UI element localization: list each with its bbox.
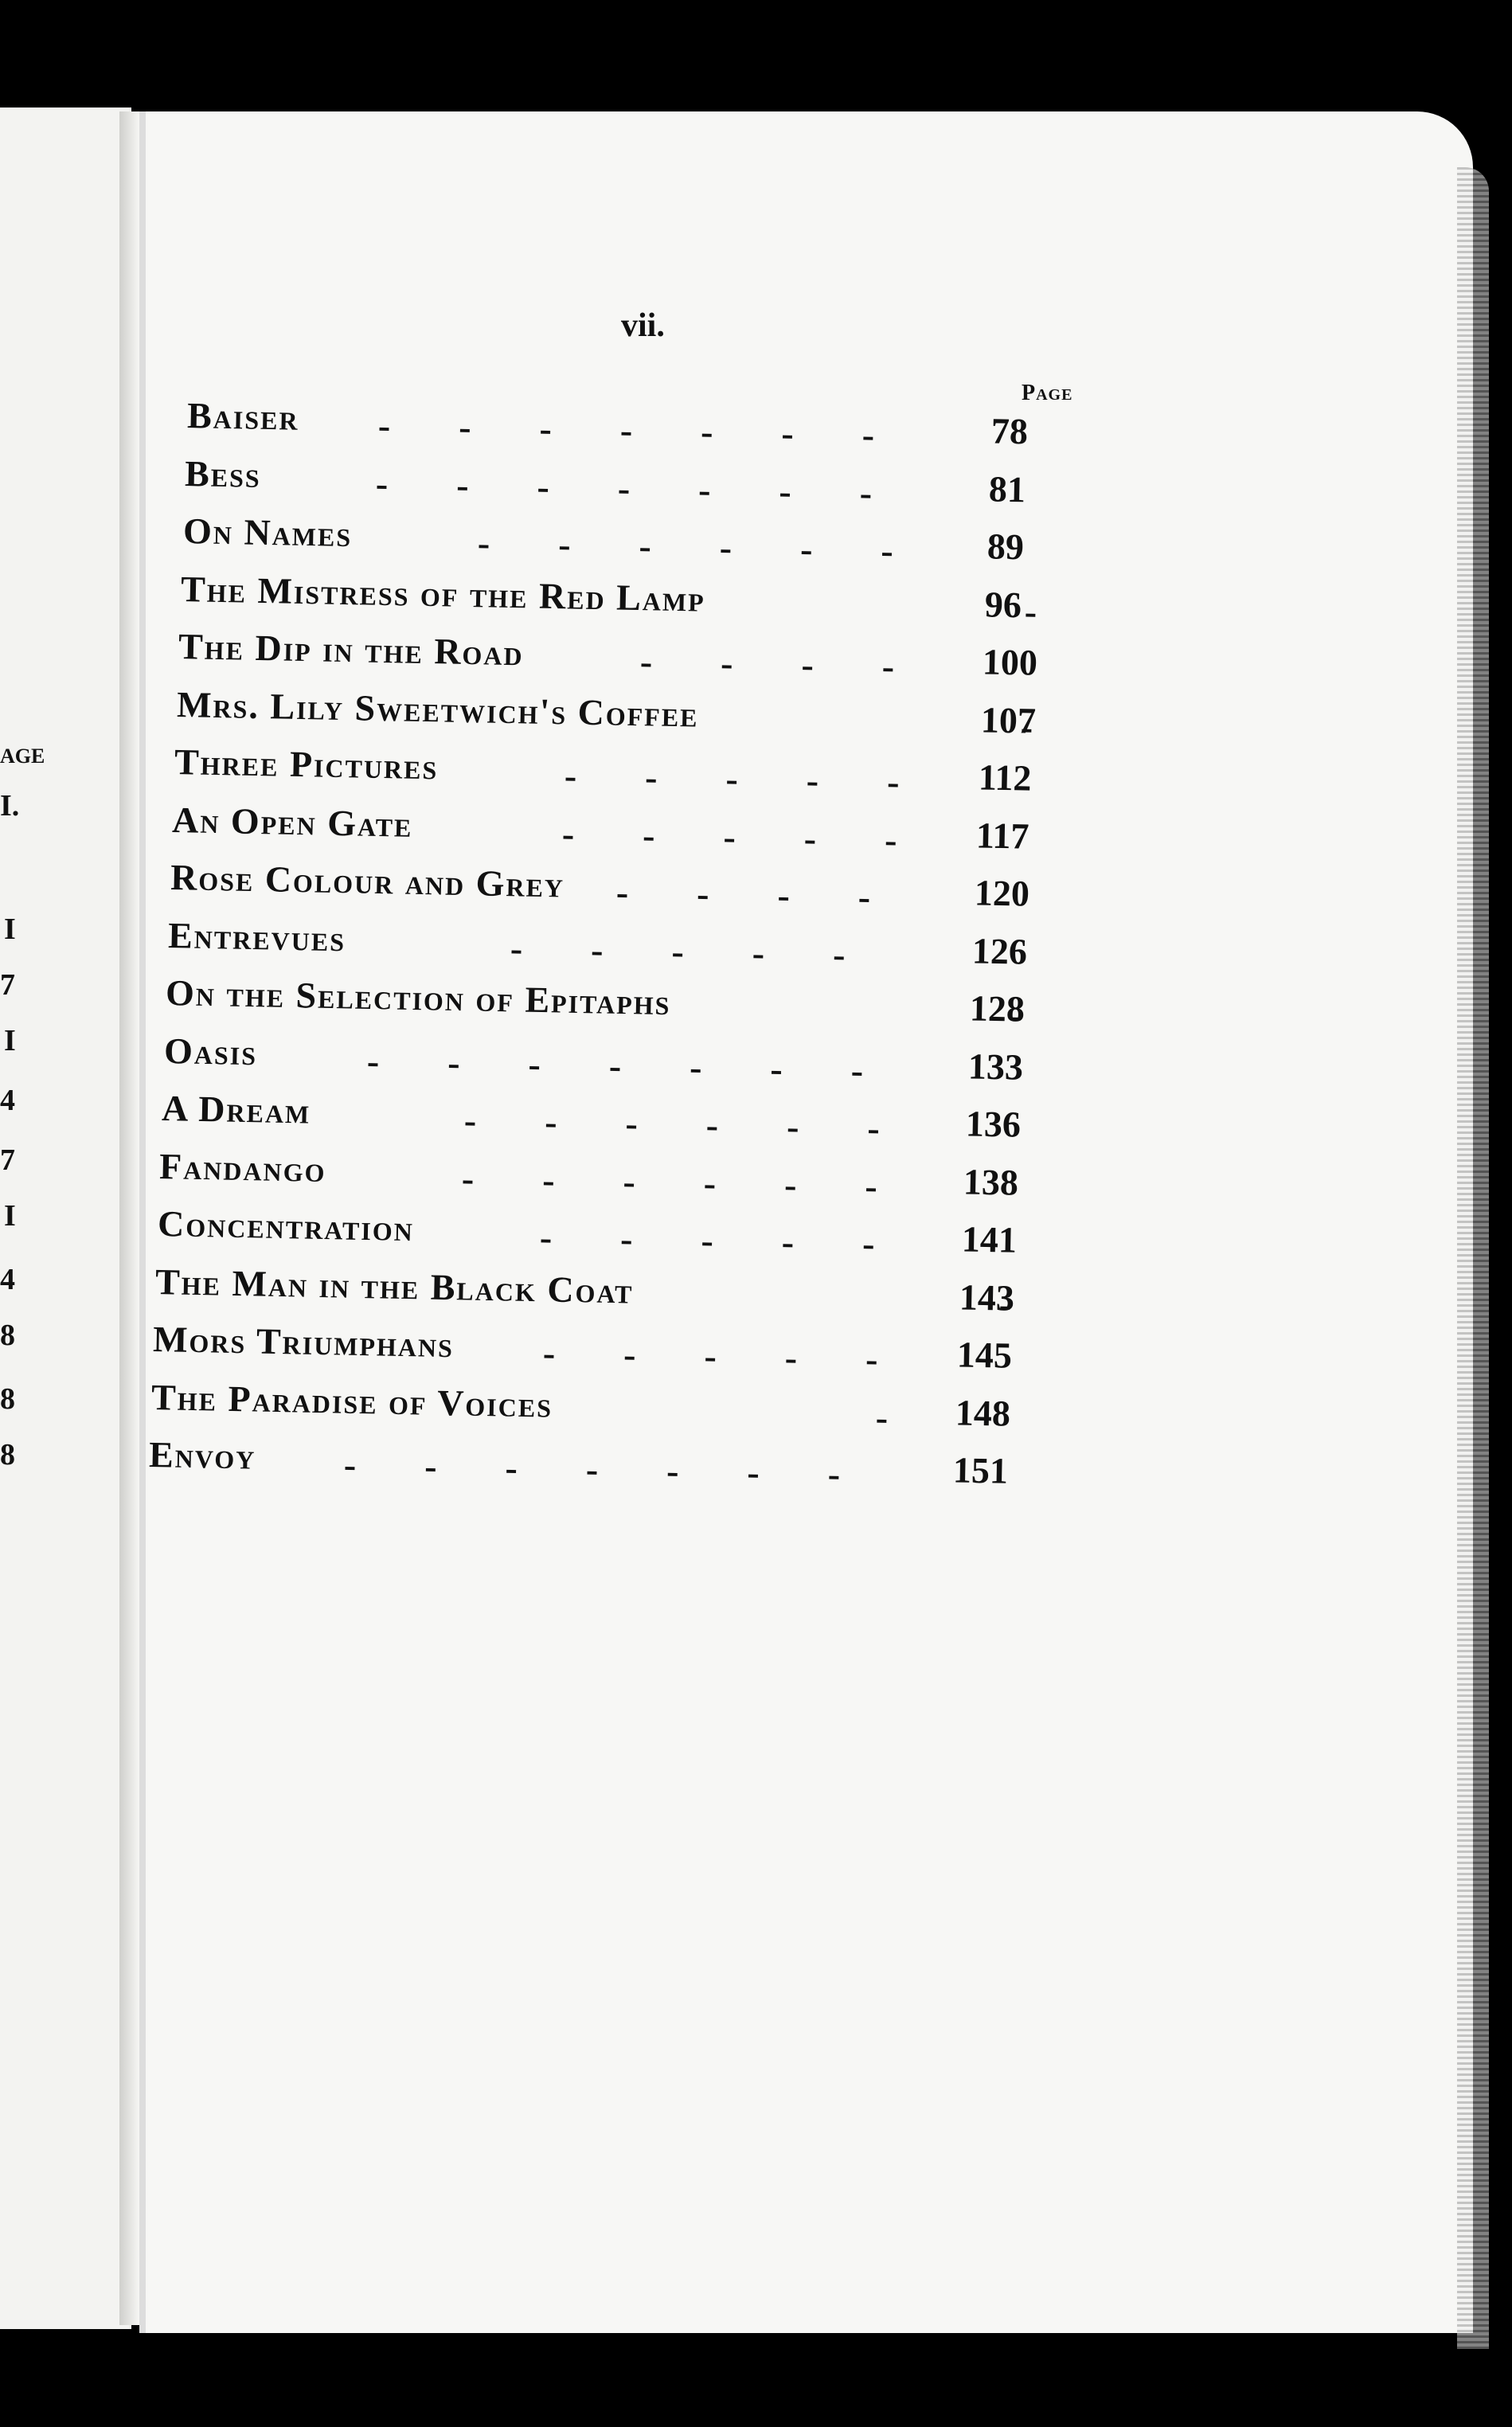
entry-page-number: 128 [969, 987, 1026, 1030]
entry-page-number: 100 [982, 641, 1038, 683]
dot-leader: - [875, 1396, 957, 1439]
entry-title: The Dip in the Road [178, 626, 525, 674]
entry-page-number: 120 [974, 872, 1030, 914]
dot-leader: ----- [564, 755, 968, 804]
entry-page-number: 143 [959, 1276, 1015, 1319]
entry-title: Fandango [159, 1145, 327, 1190]
entry-title: An Open Gate [172, 799, 414, 845]
left-page-fragment: I [4, 913, 16, 946]
dot-leader: ------ [463, 1100, 949, 1150]
dot-leader: ----- [510, 927, 914, 976]
dot-leader: - [1024, 590, 1106, 633]
entry-title: Bess [185, 452, 262, 495]
entry-page-number: 78 [990, 410, 1029, 452]
dot-leader: ------ [477, 522, 962, 573]
dot-leader: - [998, 1283, 1080, 1326]
dot-leader: ----- [539, 1217, 944, 1265]
entry-page-number: 136 [965, 1103, 1022, 1145]
dot-leader: ----- [561, 812, 967, 862]
entry-page-number: 112 [978, 756, 1032, 799]
entry-title: On the Selection of Epitaphs [166, 972, 672, 1023]
entry-page-number: 96 [984, 583, 1022, 625]
entry-title: Entrevues [167, 914, 346, 959]
entry-title: Three Pictures [174, 741, 439, 788]
entry-title: Mrs. Lily Sweetwich's Coffee [176, 683, 699, 735]
entry-title: On Names [182, 510, 353, 555]
entry-page-number: 89 [987, 526, 1025, 568]
left-page-fragment: 7 [0, 968, 15, 1002]
entry-page-number: 138 [963, 1160, 1019, 1203]
left-page-column-label: AGE [0, 745, 45, 768]
page-number: vii. [621, 307, 665, 344]
entry-title: Mors Triumphans [153, 1319, 455, 1366]
left-page-fragment: 8 [0, 1382, 15, 1416]
entry-page-number: 145 [956, 1334, 1013, 1376]
left-page-fragment: 8 [0, 1438, 15, 1471]
entry-page-number: 107 [980, 698, 1037, 741]
entry-title: Concentration [157, 1203, 415, 1249]
entry-page-number: 148 [955, 1391, 1011, 1434]
dot-leader: ------- [375, 463, 941, 514]
entry-page-number: 141 [961, 1218, 1018, 1260]
dot-leader: ------- [377, 404, 944, 457]
left-page-fragment: I [4, 1199, 16, 1233]
entry-title: Oasis [163, 1030, 258, 1073]
left-page-fragment: 4 [0, 1263, 15, 1296]
entry-page-number: 126 [971, 929, 1028, 972]
dot-leader: ------- [343, 1444, 909, 1496]
entry-page-number: 117 [975, 814, 1030, 857]
page-column-label: Page [1022, 381, 1073, 405]
left-page-fragment: 8 [0, 1319, 15, 1352]
entry-title: Rose Colour and Grey [170, 857, 565, 905]
dot-leader: - [1009, 995, 1091, 1038]
entry-title: Baiser [186, 395, 300, 438]
entry-page-number: 151 [952, 1449, 1009, 1491]
dot-leader: ---- [639, 641, 963, 688]
entry-title: The Paradise of Voices [150, 1376, 553, 1425]
dot-leader: ------- [366, 1040, 932, 1092]
dot-leader: - [1019, 705, 1102, 748]
entry-title: The Mistress of the Red Lamp [180, 568, 706, 619]
entry-title: A Dream [161, 1088, 311, 1131]
left-page-fragment: I. [0, 789, 20, 823]
dot-leader: ---- [615, 871, 940, 919]
dot-leader: ------ [461, 1157, 947, 1208]
entry-page-number: 133 [967, 1045, 1024, 1088]
entry-page-number: 81 [988, 467, 1026, 510]
entry-title: The Man in the Black Coat [154, 1260, 635, 1311]
entry-title: Envoy [148, 1434, 256, 1477]
dot-leader: ----- [542, 1332, 947, 1382]
left-page-fragment: 4 [0, 1084, 15, 1117]
left-page-fragment: 7 [0, 1143, 15, 1177]
left-page-fragment: I [4, 1024, 16, 1057]
